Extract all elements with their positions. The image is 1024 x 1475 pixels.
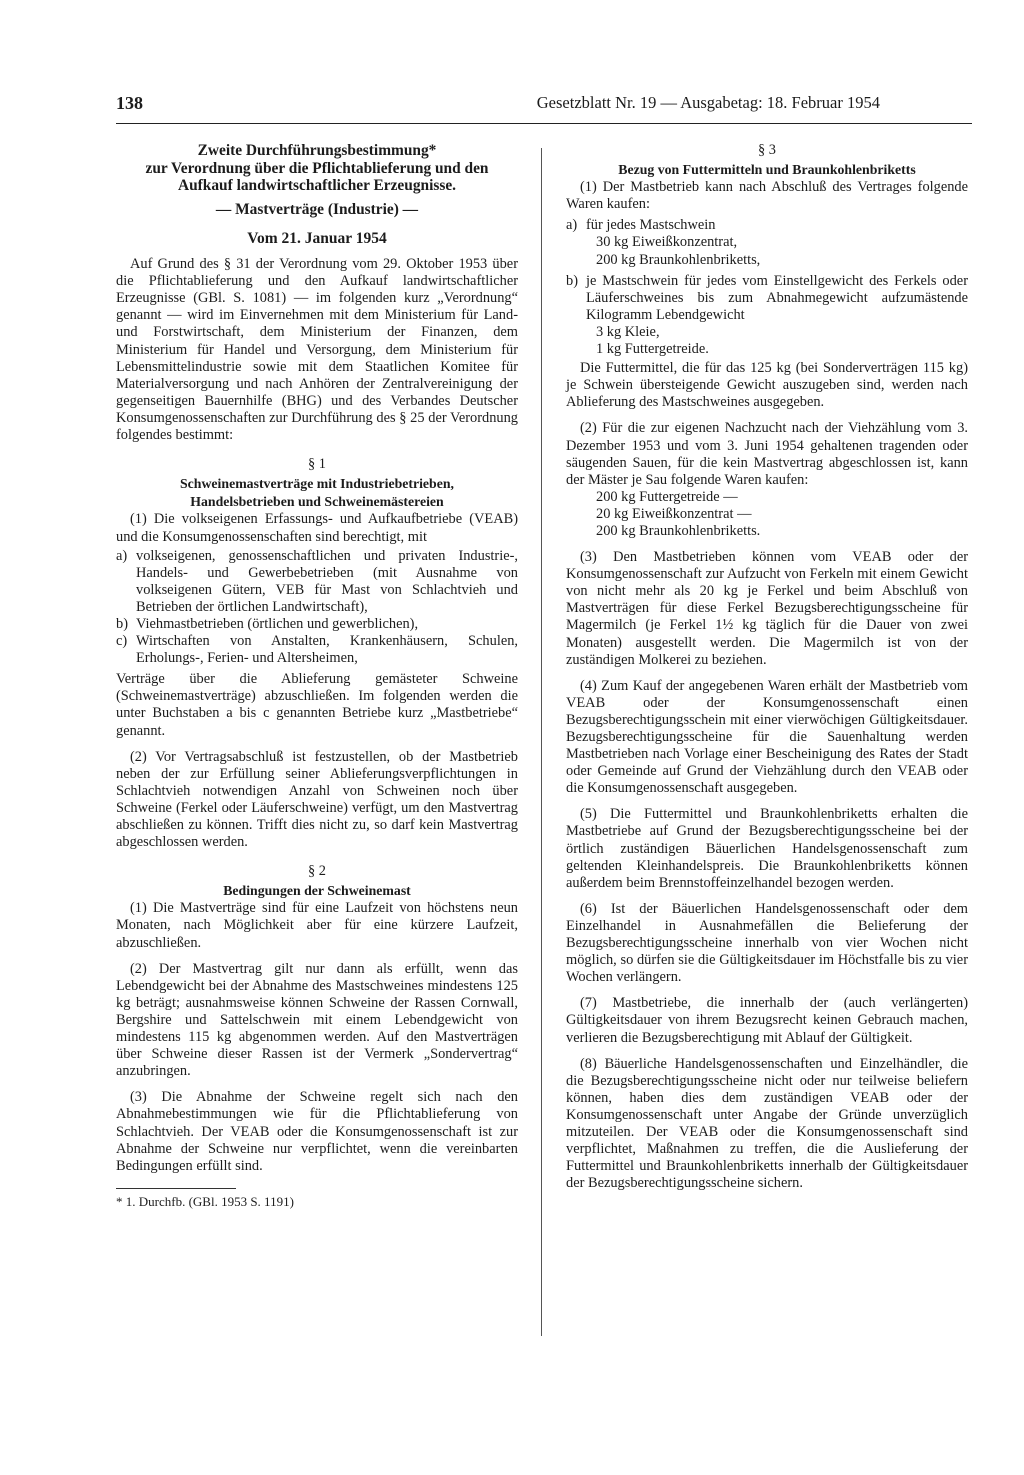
section-3-title: Bezug von Futtermitteln und Braunkohlenbriketts bbox=[618, 162, 916, 178]
list-item-text: Viehmastbetrieben (örtlichen und gewerblichen), bbox=[136, 615, 419, 632]
list-item bbox=[566, 273, 968, 324]
list-item bbox=[566, 217, 968, 234]
document-subtitle: — Mastverträge (Industrie) — bbox=[215, 200, 419, 218]
quantity-line: 200 kg Braunkohlenbriketts, bbox=[596, 251, 761, 268]
section-3-paragraph-8: (8) Bäuerliche Handelsgenossenschaften und Einzelhändler, die die Bezugsberechtigungsscheine nicht oder nur teilweise beliefern können, haben dies dem zuständigen VEAB oder der Konsumgenossenschaft unter Angabe der Gründe unverzüglich mitzuteilen. Der VEAB oder die Konsumgenossenschaft sind verpflichtet, Maßnahmen zu treffen, die die Auslieferung der Futtermittel und Braunkohlenbriketts innerhalb der Gültigkeitsdauer der Bezugsberechtigungsscheine sichern. bbox=[566, 1055, 968, 1192]
quantity-line: 30 kg Eiweißkonzentrat, bbox=[596, 234, 738, 251]
section-1-title-line-2: Handelsbetrieben und Schweinemästereien bbox=[190, 494, 444, 510]
quantity-line: 200 kg Braunkohlenbriketts. bbox=[596, 522, 761, 539]
list-item-text: je Mastschwein für jedes vom Einstellgewicht des Ferkels oder Läuferschweines bis zum Abnahmegewicht aufzumästende Kilogramm Lebendgewicht bbox=[586, 272, 968, 323]
section-3-paragraph-6: (6) Ist der Bäuerlichen Handelsgenossenschaft oder dem Einzelhandel in Ausnahmefällen die Belieferung der Bezugsberechtigungsscheine innerhalb von vier Wochen nicht möglich, so dürfen sie die Gültigkeitsdauer im Höchstfalle bis zu vier Wochen verlängern. bbox=[566, 900, 968, 986]
page-header bbox=[116, 93, 972, 124]
section-3-paragraph-2: (2) Für die zur eigenen Nachzucht nach der Viehzählung vom 3. Dezember 1953 und vom 3. Juni 1954 gehaltenen tragenden oder säugenden Sauen, für die kein Mastvertrag abgeschlossen ist, kann der Mäster je Sau folgende Waren kaufen: bbox=[566, 420, 968, 488]
document-title-line-2: zur Verordnung über die Pflichtablieferung und den bbox=[145, 159, 489, 177]
quantity-line: 3 kg Kleie, bbox=[596, 323, 660, 340]
section-3-paragraph-1: (1) Der Mastbetrieb kann nach Abschluß des Vertrages folgende Waren kaufen: bbox=[566, 179, 968, 213]
section-2-title: Bedingungen der Schweinemast bbox=[223, 883, 411, 899]
right-column bbox=[566, 142, 968, 1192]
list-item-label: c) bbox=[116, 633, 128, 650]
list-item-label: b) bbox=[116, 615, 128, 632]
column-divider bbox=[541, 148, 542, 1336]
section-1-number: § 1 bbox=[308, 456, 326, 473]
section-1-paragraph-2: (2) Vor Vertragsabschluß ist festzustellen, ob der Mastbetrieb neben der zur Erfüllung seiner Ablieferungsverpflichtungen in Schlachtvieh notwendigen Anzahl von Schweinen noch über Schweine (Ferkel oder Läuferschweine) verfügt, um den Mastvertrag abschließen zu können. Trifft dies nicht zu, so darf kein Mastvertrag abgeschlossen werden. bbox=[116, 748, 518, 851]
quantity-line: 20 kg Eiweißkonzentrat — bbox=[596, 505, 752, 522]
preamble: Auf Grund des § 31 der Verordnung vom 29. Oktober 1953 über die Pflichtablieferung und den Aufkauf landwirtschaftlicher Erzeugnisse (GBl. S. 1081) — im folgenden kurz „Verordnung“ genannt — wird im Einvernehmen mit dem Ministerium für Land- und Forstwirtschaft, dem Ministerium der Finanzen, dem Ministerium für Handel und Versorgung, dem Ministerium für Lebensmittelindustrie sowie mit dem Staatlichen Komitee für Materialversorgung und nach Anhören der Zentralvereinigung der gegenseitigen Bauernhilfe (BHG) und des Verbandes Deutscher Konsumgenossenschaften zur Durchführung des § 25 der Verordnung folgendes bestimmt: bbox=[116, 256, 518, 444]
left-column bbox=[116, 142, 518, 1210]
list-item-label: a) bbox=[566, 217, 578, 234]
section-2-paragraph-1: (1) Die Mastverträge sind für eine Laufzeit von höchstens neun Monaten, nach Möglichkeit aber für eine kürzere Laufzeit, abzuschließen. bbox=[116, 900, 518, 951]
quantity-line: 200 kg Futtergetreide — bbox=[596, 488, 738, 505]
list-item-label: a) bbox=[116, 547, 128, 564]
list-item bbox=[116, 548, 518, 616]
quantity-line: 1 kg Futtergetreide. bbox=[596, 341, 709, 358]
running-title: Gesetzblatt Nr. 19 — Ausgabetag: 18. Februar 1954 bbox=[536, 93, 880, 112]
footnote-rule bbox=[116, 1188, 236, 1189]
section-3-paragraph-7: (7) Mastbetriebe, die innerhalb der (auch verlängerten) Gültigkeitsdauer von ihrem Bezugsrecht keinen Gebrauch machen, verlieren die Bezugsberechtigung mit Ablauf der Gültigkeit. bbox=[566, 995, 968, 1046]
page-number: 138 bbox=[116, 93, 143, 113]
document-title-line-3: Aufkauf landwirtschaftlicher Erzeugnisse. bbox=[177, 177, 457, 194]
section-2-paragraph-2: (2) Der Mastvertrag gilt nur dann als erfüllt, wenn das Lebendgewicht bei der Abnahme des Mastschweines mindestens 125 kg beträgt; ausnahmsweise können Schweine der Rassen Cornwall, Bergshire und Sattelschwein mit einem Lebendgewicht von mindestens 115 kg abgenommen werden. Auf den Mastverträgen über Schweine dieser Rassen ist der Vermerk „Sondervertrag“ anzubringen. bbox=[116, 960, 518, 1080]
list-item-label: b) bbox=[566, 272, 578, 289]
section-2-paragraph-3: (3) Die Abnahme der Schweine regelt sich nach den Abnahmebestimmungen wie für die Pflichtablieferung von Schlachtvieh. Der VEAB oder die Konsumgenossenschaft ist zur Abnahme der Schweine nur verpflichtet, wenn die vereinbarten Bedingungen erfüllt sind. bbox=[116, 1089, 518, 1174]
section-3-paragraph-5: (5) Die Futtermittel und Braunkohlenbriketts erhalten die Mastbetriebe auf Grund der Bezugsberechtigungsscheine bei der örtlich zuständigen Bäuerlichen Handelsgenossenschaft zum geltenden Kleinhandelspreis. Die Braunkohlenbriketts können außerdem beim Brennstoffeinzelhandel bezogen werden. bbox=[566, 806, 968, 891]
list-item-text: volkseigenen, genossenschaftlichen und privaten Industrie-, Handels- und Gewerbebetrieben (mit Ausnahme von volkseigenen Gütern, VEB für Mast von Schlachtvieh und Betrieben der örtlichen Landwirtschaft), bbox=[136, 547, 518, 615]
list-item bbox=[116, 616, 518, 633]
section-1-paragraph-1-continued: Verträge über die Ablieferung gemästeter Schweine (Schweinemastverträge) abzuschließen. Im folgenden werden die unter Buchstaben a bis c genannten Betriebe kurz „Mastbetriebe“ genannt. bbox=[116, 671, 518, 739]
section-3-number: § 3 bbox=[758, 142, 776, 158]
section-1-title-line-1: Schweinemastverträge mit Industriebetrieben, bbox=[180, 476, 454, 492]
list-item-text: für jedes Mastschwein bbox=[586, 217, 716, 234]
section-1-paragraph-1: (1) Die volkseigenen Erfassungs- und Aufkaufbetriebe (VEAB) und die Konsumgenossenschaften sind berechtigt, mit bbox=[116, 511, 518, 545]
document-date: Vom 21. Januar 1954 bbox=[247, 230, 387, 247]
section-3-paragraph-3: (3) Den Mastbetrieben können vom VEAB oder der Konsumgenossenschaft zur Aufzucht von Ferkeln mit einem Gewicht von nicht mehr als 20 kg je Ferkel und beim Abschluß von Mastverträgen für diese Ferkel Bezugsberechtigungsscheine für Magermilch (je Ferkel 1½ kg täglich für die Dauer von zwei Monaten) ausgestellt werden. Die Magermilch ist von der zuständigen Molkerei zu beziehen. bbox=[566, 549, 968, 668]
list-item bbox=[116, 633, 518, 667]
footnote: * 1. Durchfb. (GBl. 1953 S. 1191) bbox=[116, 1193, 294, 1209]
list-item-text: Wirtschaften von Anstalten, Krankenhäusern, Schulen, Erholungs-, Ferien- und Altersheimen, bbox=[136, 633, 518, 667]
section-3-paragraph-1-continued: Die Futtermittel, die für das 125 kg (bei Sonderverträgen 115 kg) je Schwein übersteigende Gewicht auszugeben sind, werden nach Ablieferung des Mastschweines ausgegeben. bbox=[566, 360, 968, 411]
section-2-number: § 2 bbox=[308, 863, 326, 880]
section-3-paragraph-4: (4) Zum Kauf der angegebenen Waren erhält der Mastbetrieb vom VEAB oder der Konsumgenossenschaft einen Bezugsberechtigungsschein mit einer vierwöchigen Gültigkeitsdauer. Bezugsberechtigungsscheine für die Sauenhaltung werden Mastbetrieben nach Vorlage einer Bescheinigung des Rates der Stadt oder Gemeinde auf Grund der Viehzählung durch den VEAB oder die Konsumgenossenschaft ausgegeben. bbox=[566, 677, 968, 797]
document-title-line-1: Zweite Durchführungsbestimmung* bbox=[197, 142, 437, 159]
